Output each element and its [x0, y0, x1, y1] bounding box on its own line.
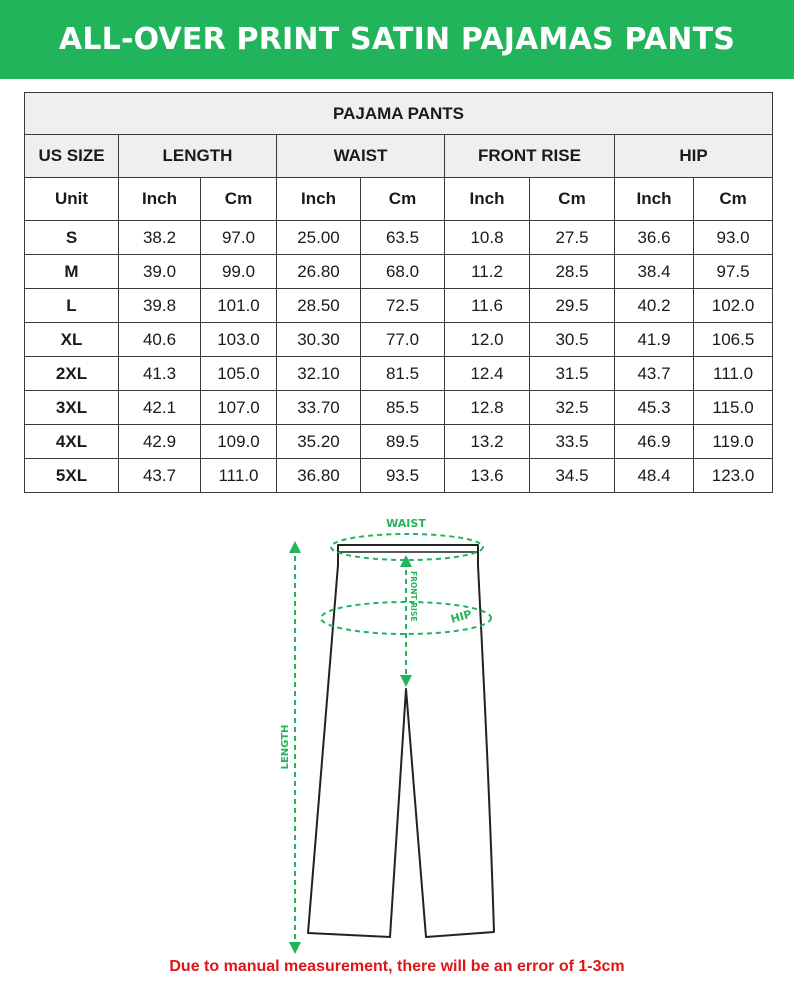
table-cell: 45.3: [615, 391, 694, 425]
table-cell: 40.2: [615, 289, 694, 323]
unit-inch: Inch: [445, 178, 530, 221]
table-cell: 106.5: [694, 323, 773, 357]
table-cell: 32.5: [530, 391, 615, 425]
unit-label: Unit: [25, 178, 119, 221]
table-cell: 115.0: [694, 391, 773, 425]
table-cell: 43.7: [119, 459, 201, 493]
waist-label: WAIST: [386, 517, 426, 530]
table-cell: 102.0: [694, 289, 773, 323]
table-cell: 30.5: [530, 323, 615, 357]
table-cell: 48.4: [615, 459, 694, 493]
table-cell: 72.5: [361, 289, 445, 323]
table-cell: 46.9: [615, 425, 694, 459]
table-row: [25, 255, 773, 289]
table-cell: 68.0: [361, 255, 445, 289]
table-cell: 36.6: [615, 221, 694, 255]
header-front-rise: FRONT RISE: [445, 135, 615, 178]
size-cell: 4XL: [25, 425, 119, 459]
unit-cm: Cm: [530, 178, 615, 221]
table-row: [25, 357, 773, 391]
table-row: [25, 391, 773, 425]
page-title: ALL-OVER PRINT SATIN PAJAMAS PANTS: [58, 22, 736, 57]
table-cell: 85.5: [361, 391, 445, 425]
unit-cm: Cm: [361, 178, 445, 221]
length-label: LENGTH: [280, 724, 291, 770]
table-cell: 26.80: [277, 255, 361, 289]
table-cell: 10.8: [445, 221, 530, 255]
table-cell: 27.5: [530, 221, 615, 255]
table-cell: 63.5: [361, 221, 445, 255]
table-cell: 31.5: [530, 357, 615, 391]
size-cell: L: [25, 289, 119, 323]
table-cell: 93.5: [361, 459, 445, 493]
table-cell: 42.1: [119, 391, 201, 425]
size-cell: M: [25, 255, 119, 289]
table-cell: 25.00: [277, 221, 361, 255]
table-cell: 99.0: [201, 255, 277, 289]
table-cell: 101.0: [201, 289, 277, 323]
table-row: [25, 425, 773, 459]
table-cell: 12.4: [445, 357, 530, 391]
table-cell: 41.3: [119, 357, 201, 391]
header-length: LENGTH: [119, 135, 277, 178]
size-cell: 5XL: [25, 459, 119, 493]
unit-inch: Inch: [277, 178, 361, 221]
pants-outline: [308, 545, 494, 937]
table-cell: 40.6: [119, 323, 201, 357]
table-cell: 43.7: [615, 357, 694, 391]
table-cell: 13.2: [445, 425, 530, 459]
table-cell: 11.6: [445, 289, 530, 323]
table-row: [25, 323, 773, 357]
size-cell: 2XL: [25, 357, 119, 391]
table-cell: 36.80: [277, 459, 361, 493]
table-cell: 97.5: [694, 255, 773, 289]
table-cell: 39.8: [119, 289, 201, 323]
table-cell: 111.0: [201, 459, 277, 493]
table-cell: 38.4: [615, 255, 694, 289]
table-cell: 89.5: [361, 425, 445, 459]
table-cell: 28.50: [277, 289, 361, 323]
table-row: [25, 289, 773, 323]
front-rise-label: FRONT RISE: [409, 571, 418, 622]
table-cell: 81.5: [361, 357, 445, 391]
table-cell: 32.10: [277, 357, 361, 391]
pants-measurement-diagram: [0, 505, 794, 955]
table-cell: 33.5: [530, 425, 615, 459]
table-cell: 34.5: [530, 459, 615, 493]
table-cell: 111.0: [694, 357, 773, 391]
header-hip: HIP: [615, 135, 773, 178]
unit-cm: Cm: [694, 178, 773, 221]
size-cell: 3XL: [25, 391, 119, 425]
table-cell: 28.5: [530, 255, 615, 289]
table-cell: 109.0: [201, 425, 277, 459]
table-row: [25, 459, 773, 493]
header-us-size: US SIZE: [25, 135, 119, 178]
unit-inch: Inch: [119, 178, 201, 221]
table-cell: 119.0: [694, 425, 773, 459]
table-cell: 93.0: [694, 221, 773, 255]
size-cell: XL: [25, 323, 119, 357]
table-cell: 29.5: [530, 289, 615, 323]
unit-cm: Cm: [201, 178, 277, 221]
table-title: PAJAMA PANTS: [25, 93, 773, 135]
table-row: [25, 221, 773, 255]
table-cell: 30.30: [277, 323, 361, 357]
header-waist: WAIST: [277, 135, 445, 178]
table-cell: 33.70: [277, 391, 361, 425]
table-cell: 11.2: [445, 255, 530, 289]
table-cell: 97.0: [201, 221, 277, 255]
table-cell: 41.9: [615, 323, 694, 357]
table-cell: 103.0: [201, 323, 277, 357]
table-cell: 13.6: [445, 459, 530, 493]
size-cell: S: [25, 221, 119, 255]
size-chart-table: [24, 92, 773, 493]
table-cell: 123.0: [694, 459, 773, 493]
table-cell: 42.9: [119, 425, 201, 459]
title-banner: [0, 0, 794, 79]
table-cell: 12.8: [445, 391, 530, 425]
unit-inch: Inch: [615, 178, 694, 221]
table-cell: 39.0: [119, 255, 201, 289]
measurement-note: Due to manual measurement, there will be an error of 1-3cm: [169, 958, 625, 975]
table-cell: 77.0: [361, 323, 445, 357]
table-cell: 105.0: [201, 357, 277, 391]
table-cell: 35.20: [277, 425, 361, 459]
table-cell: 38.2: [119, 221, 201, 255]
table-cell: 107.0: [201, 391, 277, 425]
hip-label: HIP: [449, 607, 474, 626]
table-cell: 12.0: [445, 323, 530, 357]
